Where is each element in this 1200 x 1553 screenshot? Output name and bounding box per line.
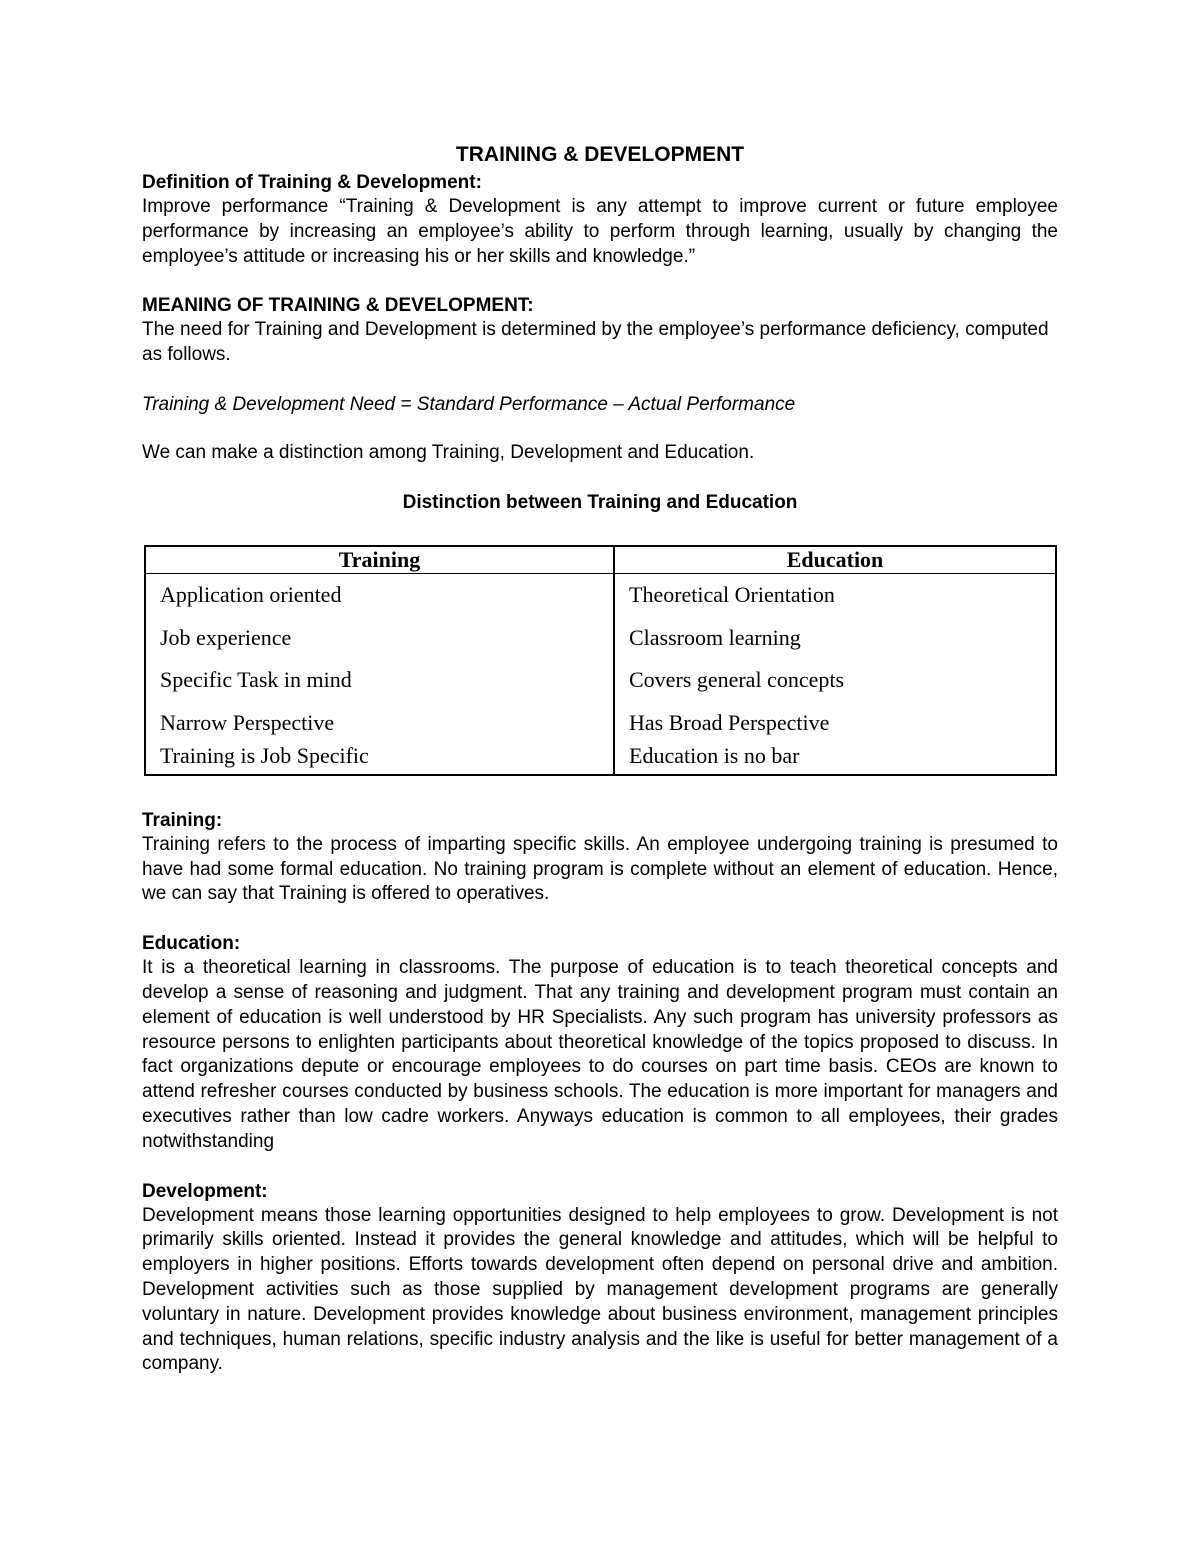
document-page — [142, 140, 1058, 1377]
table-cell: Education is no bar — [629, 742, 800, 768]
training-heading: Training: — [142, 809, 223, 831]
spacer — [142, 368, 1058, 392]
distinction-table — [144, 545, 1057, 776]
distinction-intro: We can make a distinction among Training, Development and Education. — [142, 441, 755, 463]
table-cell: Training is Job Specific — [145, 744, 614, 775]
table-row — [145, 701, 1056, 744]
definition-text: Improve performance “Training & Development is any attempt to improve current or future employee performance by increasing an employee’s ability to perform through learning, usually by changing the employee’s attitude or increasing his or her skills and knowledge.” — [142, 196, 1058, 267]
development-heading: Development: — [142, 1180, 268, 1202]
table-cell: Covers general concepts — [629, 667, 845, 693]
column-header-training: Training — [145, 546, 614, 574]
table-cell: Narrow Perspective — [145, 701, 614, 744]
meaning-heading: MEANING OF TRAINING & DEVELOPMENT: — [142, 295, 534, 317]
column-header-education: Education — [614, 546, 1056, 574]
definition-heading: Definition of Training & Development: — [142, 172, 482, 193]
table-cell: Classroom learning — [629, 624, 801, 650]
table-row — [145, 573, 1056, 616]
formula-text: Training & Development Need = Standard Performance – Actual Performance — [142, 393, 796, 415]
education-heading: Education: — [142, 933, 241, 955]
table-heading: Distinction between Training and Education — [402, 491, 798, 513]
spacer — [142, 515, 1058, 545]
training-text: Training refers to the process of imparting specific skills. An employee undergoing training is presumed to have had some formal education. No training program is complete without an element of education. Hence, we can say that Training is offered to operatives. — [142, 833, 1058, 905]
table-cell: Job experience — [145, 616, 614, 659]
meaning-text: The need for Training and Development is determined by the employee’s performance deficiency, computed as follows. — [142, 319, 1049, 366]
spacer — [142, 466, 1058, 490]
spacer — [142, 907, 1058, 931]
table-header-row — [145, 546, 1056, 574]
table-cell: Specific Task in mind — [145, 659, 614, 702]
spacer — [142, 269, 1058, 293]
table-cell: Has Broad Perspective — [629, 709, 830, 735]
document-title: TRAINING & DEVELOPMENT — [455, 143, 745, 166]
table-cell: Application oriented — [145, 573, 614, 616]
development-text: Development means those learning opportunities designed to help employees to grow. Development is not primarily skills oriented. Instead it provides the general knowledge and attitudes, which will be helpful to employers in higher positions. Efforts towards development often depend on personal drive and ambition. Development activities such as those supplied by management development programs are generally voluntary in nature. Development provides knowledge about business environment, management principles and techniques, human relations, specific industry analysis and the like is useful for better management of a company. — [142, 1204, 1058, 1375]
table-row — [145, 659, 1056, 702]
spacer — [142, 1155, 1058, 1179]
table-row — [145, 744, 1056, 775]
education-text: It is a theoretical learning in classrooms. The purpose of education is to teach theoretical concepts and develop a sense of reasoning and judgment. That any training and development program must contain an element of education is well understood by HR Specialists. Any such program has university professors as resource persons to enlighten participants about theoretical knowledge of the topics proposed to discuss. In fact organizations depute or encourage employees to do courses on part time basis. CEOs are known to attend refresher courses conducted by business schools. The education is more important for managers and executives rather than low cadre workers. Anyways education is common to all employees, their grades notwithstanding — [142, 957, 1058, 1152]
spacer — [142, 417, 1058, 441]
table-row — [145, 616, 1056, 659]
spacer — [142, 776, 1058, 808]
table-cell: Theoretical Orientation — [629, 582, 835, 608]
